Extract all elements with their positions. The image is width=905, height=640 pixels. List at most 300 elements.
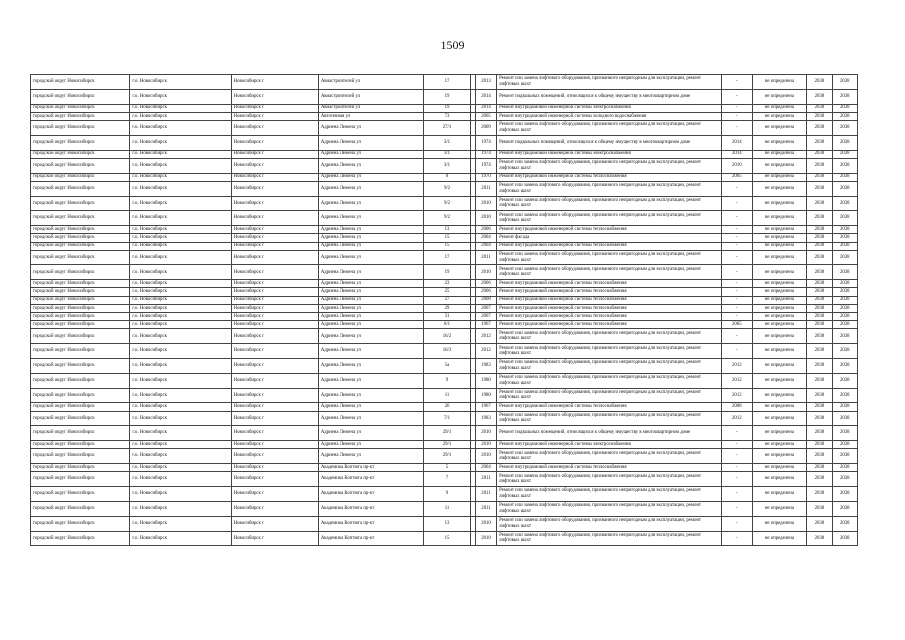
district-cell: г.о. Новосибирск	[130, 226, 231, 234]
street-cell: Адриена Лежена ул	[318, 329, 423, 344]
year-built-cell: 2004	[475, 234, 496, 242]
city-cell: Новосибирск г	[231, 211, 318, 226]
municipality-cell: городской округ Новосибирск	[31, 321, 130, 329]
district-cell: г.о. Новосибирск	[130, 280, 231, 288]
last-repair-year-cell: -	[722, 112, 752, 120]
work-type-cell: Ремонт подвальных помещений, относящихся к общему имуществу в многоквартирном доме	[497, 426, 722, 441]
district-cell: г.о. Новосибирск	[130, 501, 231, 516]
municipality-cell: городской округ Новосибирск	[31, 150, 130, 158]
work-type-cell: Ремонт внутридомовой инженерной системы теплоснабжения	[497, 304, 722, 312]
table-row	[31, 89, 858, 104]
table-row	[31, 173, 858, 181]
plan-end-cell: 2038	[832, 359, 857, 374]
work-type-cell: Ремонт или замена лифтового оборудования, признанного непригодным для эксплуатации, ремонт лифтовых шахт	[497, 388, 722, 403]
municipality-cell: городской округ Новосибирск	[31, 472, 130, 487]
year-built-cell: 2011	[475, 487, 496, 502]
plan-start-cell: 2038	[807, 296, 832, 304]
street-cell: Адриена Лежена ул	[318, 449, 423, 464]
street-cell: Академика Коптюга пр-кт	[318, 501, 423, 516]
last-repair-year-cell: 2008	[722, 403, 752, 411]
plan-end-cell: 2038	[832, 181, 857, 196]
street-cell: Авиастроителей ул	[318, 75, 423, 90]
district-cell: г.о. Новосибирск	[130, 313, 231, 321]
municipality-cell: городской округ Новосибирск	[31, 75, 130, 90]
street-cell: Адриена Лежена ул	[318, 158, 423, 173]
work-type-cell: Ремонт или замена лифтового оборудования, признанного непригодным для эксплуатации, ремонт лифтовых шахт	[497, 411, 722, 426]
table-row	[31, 104, 858, 112]
district-cell: г.о. Новосибирск	[130, 158, 231, 173]
street-cell: Адриена Лежена ул	[318, 288, 423, 296]
city-cell: Новосибирск г	[231, 426, 318, 441]
plan-start-cell: 2038	[807, 181, 832, 196]
municipality-cell: городской округ Новосибирск	[31, 441, 130, 449]
plan-start-cell: 2038	[807, 226, 832, 234]
street-cell: Академика Коптюга пр-кт	[318, 516, 423, 531]
street-cell: Адриена Лежена ул	[318, 441, 423, 449]
house-number-cell: 3/1	[424, 150, 471, 158]
cost-cell: не определена	[752, 234, 807, 242]
last-repair-year-cell: 2012	[722, 359, 752, 374]
street-cell: Адриена Лежена ул	[318, 313, 423, 321]
table-row	[31, 280, 858, 288]
city-cell: Новосибирск г	[231, 531, 318, 546]
work-type-cell: Ремонт внутридомовой инженерной системы теплоснабжения	[497, 288, 722, 296]
city-cell: Новосибирск г	[231, 280, 318, 288]
plan-end-cell: 2038	[832, 403, 857, 411]
municipality-cell: городской округ Новосибирск	[31, 329, 130, 344]
city-cell: Новосибирск г	[231, 234, 318, 242]
street-cell: Адриена Лежена ул	[318, 226, 423, 234]
street-cell: Адриена Лежена ул	[318, 296, 423, 304]
cost-cell: не определена	[752, 89, 807, 104]
plan-start-cell: 2038	[807, 158, 832, 173]
municipality-cell: городской округ Новосибирск	[31, 158, 130, 173]
last-repair-year-cell: -	[722, 313, 752, 321]
year-built-cell: 2010	[475, 516, 496, 531]
last-repair-year-cell: -	[722, 265, 752, 280]
plan-end-cell: 2038	[832, 531, 857, 546]
district-cell: г.о. Новосибирск	[130, 288, 231, 296]
work-type-cell: Ремонт или замена лифтового оборудования, признанного непригодным для эксплуатации, ремонт лифтовых шахт	[497, 531, 722, 546]
house-number-cell: 29/1	[424, 426, 471, 441]
city-cell: Новосибирск г	[231, 288, 318, 296]
year-built-cell: 2009	[475, 120, 496, 135]
table-row	[31, 388, 858, 403]
house-number-cell: 8/1	[424, 321, 471, 329]
table-row	[31, 150, 858, 158]
district-cell: г.о. Новосибирск	[130, 265, 231, 280]
table-row	[31, 234, 858, 242]
plan-start-cell: 2038	[807, 265, 832, 280]
last-repair-year-cell: -	[722, 196, 752, 211]
plan-end-cell: 2038	[832, 89, 857, 104]
plan-start-cell: 2038	[807, 464, 832, 472]
table-row	[31, 441, 858, 449]
cost-cell: не определена	[752, 211, 807, 226]
district-cell: г.о. Новосибирск	[130, 464, 231, 472]
district-cell: г.о. Новосибирск	[130, 242, 231, 250]
district-cell: г.о. Новосибирск	[130, 403, 231, 411]
city-cell: Новосибирск г	[231, 359, 318, 374]
house-number-cell: 15	[424, 234, 471, 242]
table-row	[31, 321, 858, 329]
table-row	[31, 226, 858, 234]
street-cell: Адриена Лежена ул	[318, 411, 423, 426]
last-repair-year-cell: -	[722, 120, 752, 135]
work-type-cell: Ремонт внутридомовой инженерной системы холодного водоснабжения	[497, 112, 722, 120]
cost-cell: не определена	[752, 196, 807, 211]
table-row	[31, 75, 858, 90]
work-type-cell: Ремонт подвальных помещений, относящихся к общему имуществу в многоквартирном доме	[497, 135, 722, 150]
district-cell: г.о. Новосибирск	[130, 321, 231, 329]
plan-start-cell: 2038	[807, 112, 832, 120]
cost-cell: не определена	[752, 373, 807, 388]
plan-start-cell: 2038	[807, 250, 832, 265]
municipality-cell: городской округ Новосибирск	[31, 280, 130, 288]
street-cell: Авиастроителей ул	[318, 104, 423, 112]
last-repair-year-cell: 2014	[722, 150, 752, 158]
cost-cell: не определена	[752, 104, 807, 112]
municipality-cell: городской округ Новосибирск	[31, 403, 130, 411]
last-repair-year-cell: 2012	[722, 411, 752, 426]
municipality-cell: городской округ Новосибирск	[31, 487, 130, 502]
district-cell: г.о. Новосибирск	[130, 487, 231, 502]
municipality-cell: городской округ Новосибирск	[31, 296, 130, 304]
year-built-cell: 2007	[475, 304, 496, 312]
street-cell: Адриена Лежена ул	[318, 135, 423, 150]
work-type-cell: Ремонт или замена лифтового оборудования, признанного непригодным для эксплуатации, ремонт лифтовых шахт	[497, 250, 722, 265]
street-cell: Адриена Лежена ул	[318, 388, 423, 403]
plan-start-cell: 2038	[807, 373, 832, 388]
cost-cell: не определена	[752, 501, 807, 516]
plan-start-cell: 2038	[807, 501, 832, 516]
district-cell: г.о. Новосибирск	[130, 250, 231, 265]
plan-end-cell: 2038	[832, 158, 857, 173]
street-cell: Академика Коптюга пр-кт	[318, 472, 423, 487]
plan-end-cell: 2038	[832, 226, 857, 234]
plan-start-cell: 2038	[807, 150, 832, 158]
municipality-cell: городской округ Новосибирск	[31, 104, 130, 112]
plan-end-cell: 2038	[832, 150, 857, 158]
year-built-cell: 1967	[475, 403, 496, 411]
city-cell: Новосибирск г	[231, 226, 318, 234]
plan-end-cell: 2038	[832, 250, 857, 265]
cost-cell: не определена	[752, 173, 807, 181]
plan-end-cell: 2038	[832, 296, 857, 304]
last-repair-year-cell: -	[722, 344, 752, 359]
last-repair-year-cell: -	[722, 288, 752, 296]
city-cell: Новосибирск г	[231, 150, 318, 158]
cost-cell: не определена	[752, 313, 807, 321]
street-cell: Адриена Лежена ул	[318, 403, 423, 411]
cost-cell: не определена	[752, 120, 807, 135]
plan-end-cell: 2038	[832, 120, 857, 135]
municipality-cell: городской округ Новосибирск	[31, 464, 130, 472]
year-built-cell: 1980	[475, 373, 496, 388]
table-row	[31, 158, 858, 173]
plan-start-cell: 2038	[807, 313, 832, 321]
last-repair-year-cell: -	[722, 104, 752, 112]
last-repair-year-cell: -	[722, 449, 752, 464]
district-cell: г.о. Новосибирск	[130, 211, 231, 226]
work-type-cell: Ремонт фасада	[497, 234, 722, 242]
city-cell: Новосибирск г	[231, 373, 318, 388]
year-built-cell: 2010	[475, 449, 496, 464]
municipality-cell: городской округ Новосибирск	[31, 426, 130, 441]
municipality-cell: городской округ Новосибирск	[31, 112, 130, 120]
city-cell: Новосибирск г	[231, 296, 318, 304]
cost-cell: не определена	[752, 250, 807, 265]
cost-cell: не определена	[752, 75, 807, 90]
last-repair-year-cell: 2005	[722, 321, 752, 329]
street-cell: Адриена Лежена ул	[318, 265, 423, 280]
year-built-cell: 2014	[475, 104, 496, 112]
city-cell: Новосибирск г	[231, 265, 318, 280]
district-cell: г.о. Новосибирск	[130, 516, 231, 531]
table-row	[31, 472, 858, 487]
plan-start-cell: 2038	[807, 89, 832, 104]
city-cell: Новосибирск г	[231, 313, 318, 321]
plan-end-cell: 2038	[832, 501, 857, 516]
house-number-cell: 17	[424, 250, 471, 265]
municipality-cell: городской округ Новосибирск	[31, 211, 130, 226]
street-cell: Адриена Лежена ул	[318, 234, 423, 242]
municipality-cell: городской округ Новосибирск	[31, 531, 130, 546]
plan-end-cell: 2038	[832, 464, 857, 472]
municipality-cell: городской округ Новосибирск	[31, 234, 130, 242]
plan-end-cell: 2038	[832, 288, 857, 296]
last-repair-year-cell: -	[722, 501, 752, 516]
municipality-cell: городской округ Новосибирск	[31, 226, 130, 234]
street-cell: Адриена Лежена ул	[318, 196, 423, 211]
street-cell: Адриена Лежена ул	[318, 181, 423, 196]
year-built-cell: 1974	[475, 135, 496, 150]
plan-start-cell: 2038	[807, 403, 832, 411]
cost-cell: не определена	[752, 441, 807, 449]
house-number-cell: 27/1	[424, 120, 471, 135]
work-type-cell: Ремонт или замена лифтового оборудования, признанного непригодным для эксплуатации, ремонт лифтовых шахт	[497, 344, 722, 359]
district-cell: г.о. Новосибирск	[130, 359, 231, 374]
municipality-cell: городской округ Новосибирск	[31, 288, 130, 296]
district-cell: г.о. Новосибирск	[130, 181, 231, 196]
plan-end-cell: 2038	[832, 112, 857, 120]
plan-start-cell: 2038	[807, 211, 832, 226]
plan-start-cell: 2038	[807, 135, 832, 150]
plan-end-cell: 2038	[832, 135, 857, 150]
cost-cell: не определена	[752, 464, 807, 472]
district-cell: г.о. Новосибирск	[130, 112, 231, 120]
last-repair-year-cell: -	[722, 531, 752, 546]
street-cell: Адриена Лежена ул	[318, 426, 423, 441]
house-number-cell: 9/2	[424, 211, 471, 226]
cost-cell: не определена	[752, 296, 807, 304]
plan-start-cell: 2038	[807, 120, 832, 135]
district-cell: г.о. Новосибирск	[130, 173, 231, 181]
street-cell: Адриена Лежена ул	[318, 242, 423, 250]
district-cell: г.о. Новосибирск	[130, 304, 231, 312]
cost-cell: не определена	[752, 531, 807, 546]
plan-end-cell: 2038	[832, 516, 857, 531]
house-number-cell: 23	[424, 280, 471, 288]
year-built-cell: 2010	[475, 196, 496, 211]
municipality-cell: городской округ Новосибирск	[31, 250, 130, 265]
work-type-cell: Ремонт или замена лифтового оборудования, признанного непригодным для эксплуатации, ремонт лифтовых шахт	[497, 373, 722, 388]
year-built-cell: 2008	[475, 296, 496, 304]
cost-cell: не определена	[752, 516, 807, 531]
year-built-cell: 2011	[475, 472, 496, 487]
plan-start-cell: 2038	[807, 449, 832, 464]
district-cell: г.о. Новосибирск	[130, 411, 231, 426]
work-type-cell: Ремонт внутридомовой инженерной системы теплоснабжения	[497, 226, 722, 234]
plan-start-cell: 2038	[807, 104, 832, 112]
work-type-cell: Ремонт или замена лифтового оборудования, признанного непригодным для эксплуатации, ремонт лифтовых шахт	[497, 449, 722, 464]
district-cell: г.о. Новосибирск	[130, 89, 231, 104]
cost-cell: не определена	[752, 288, 807, 296]
table-row	[31, 181, 858, 196]
district-cell: г.о. Новосибирск	[130, 388, 231, 403]
last-repair-year-cell: -	[722, 280, 752, 288]
table-row	[31, 304, 858, 312]
street-cell: Академика Коптюга пр-кт	[318, 464, 423, 472]
table-body	[31, 75, 858, 546]
cost-cell: не определена	[752, 242, 807, 250]
work-type-cell: Ремонт или замена лифтового оборудования, признанного непригодным для эксплуатации, ремонт лифтовых шахт	[497, 516, 722, 531]
table-row	[31, 250, 858, 265]
plan-end-cell: 2038	[832, 321, 857, 329]
house-number-cell: 9	[424, 487, 471, 502]
work-type-cell: Ремонт или замена лифтового оборудования, признанного непригодным для эксплуатации, ремонт лифтовых шахт	[497, 211, 722, 226]
municipality-cell: городской округ Новосибирск	[31, 359, 130, 374]
plan-start-cell: 2038	[807, 411, 832, 426]
district-cell: г.о. Новосибирск	[130, 344, 231, 359]
plan-start-cell: 2038	[807, 304, 832, 312]
cost-cell: не определена	[752, 329, 807, 344]
year-built-cell: 2006	[475, 226, 496, 234]
year-built-cell: 2007	[475, 313, 496, 321]
city-cell: Новосибирск г	[231, 388, 318, 403]
plan-start-cell: 2038	[807, 288, 832, 296]
cost-cell: не определена	[752, 344, 807, 359]
last-repair-year-cell: -	[722, 487, 752, 502]
municipality-cell: городской округ Новосибирск	[31, 89, 130, 104]
plan-end-cell: 2038	[832, 196, 857, 211]
work-type-cell: Ремонт или замена лифтового оборудования, признанного непригодным для эксплуатации, ремонт лифтовых шахт	[497, 359, 722, 374]
last-repair-year-cell: -	[722, 250, 752, 265]
work-type-cell: Ремонт внутридомовой инженерной системы теплоснабжения	[497, 280, 722, 288]
year-built-cell: 2006	[475, 280, 496, 288]
table-row	[31, 411, 858, 426]
cost-cell: не определена	[752, 388, 807, 403]
district-cell: г.о. Новосибирск	[130, 75, 231, 90]
street-cell: Адриена Лежена ул	[318, 304, 423, 312]
cost-cell: не определена	[752, 226, 807, 234]
district-cell: г.о. Новосибирск	[130, 329, 231, 344]
last-repair-year-cell: -	[722, 211, 752, 226]
plan-start-cell: 2038	[807, 441, 832, 449]
plan-start-cell: 2038	[807, 359, 832, 374]
city-cell: Новосибирск г	[231, 472, 318, 487]
city-cell: Новосибирск г	[231, 250, 318, 265]
house-number-cell: 19	[424, 89, 471, 104]
year-built-cell: 2004	[475, 464, 496, 472]
plan-end-cell: 2038	[832, 449, 857, 464]
year-built-cell: 2004	[475, 242, 496, 250]
cost-cell: не определена	[752, 321, 807, 329]
municipality-cell: городской округ Новосибирск	[31, 304, 130, 312]
last-repair-year-cell: -	[722, 464, 752, 472]
plan-start-cell: 2038	[807, 388, 832, 403]
municipality-cell: городской округ Новосибирск	[31, 313, 130, 321]
house-number-cell: 25	[424, 288, 471, 296]
plan-start-cell: 2038	[807, 280, 832, 288]
work-type-cell: Ремонт или замена лифтового оборудования, признанного непригодным для эксплуатации, ремонт лифтовых шахт	[497, 120, 722, 135]
plan-end-cell: 2038	[832, 472, 857, 487]
street-cell: Адриена Лежена ул	[318, 280, 423, 288]
last-repair-year-cell: -	[722, 441, 752, 449]
plan-start-cell: 2038	[807, 321, 832, 329]
work-type-cell: Ремонт внутридомовой инженерной системы теплоснабжения	[497, 321, 722, 329]
table-row	[31, 449, 858, 464]
house-number-cell: 16/3	[424, 344, 471, 359]
house-number-cell: 16/2	[424, 329, 471, 344]
last-repair-year-cell: -	[722, 181, 752, 196]
street-cell: Адриена Лежена ул	[318, 359, 423, 374]
last-repair-year-cell: 2014	[722, 135, 752, 150]
work-type-cell: Ремонт внутридомовой инженерной системы теплоснабжения	[497, 403, 722, 411]
work-type-cell: Ремонт или замена лифтового оборудования, признанного непригодным для эксплуатации, ремонт лифтовых шахт	[497, 181, 722, 196]
cost-cell: не определена	[752, 265, 807, 280]
house-number-cell: 5а	[424, 359, 471, 374]
last-repair-year-cell: 2012	[722, 373, 752, 388]
year-built-cell: 1980	[475, 388, 496, 403]
city-cell: Новосибирск г	[231, 344, 318, 359]
work-type-cell: Ремонт внутридомовой инженерной системы электроснабжения	[497, 104, 722, 112]
year-built-cell: 2011	[475, 250, 496, 265]
house-number-cell: 19	[424, 265, 471, 280]
cost-cell: не определена	[752, 359, 807, 374]
page-number: 1509	[440, 38, 465, 52]
plan-end-cell: 2038	[832, 388, 857, 403]
cost-cell: не определена	[752, 449, 807, 464]
year-built-cell: 1983	[475, 411, 496, 426]
street-cell: Академика Коптюга пр-кт	[318, 531, 423, 546]
street-cell: Адриена Лежена ул	[318, 250, 423, 265]
cost-cell: не определена	[752, 112, 807, 120]
repair-schedule-table	[30, 74, 858, 546]
city-cell: Новосибирск г	[231, 304, 318, 312]
work-type-cell: Ремонт или замена лифтового оборудования, признанного непригодным для эксплуатации, ремонт лифтовых шахт	[497, 329, 722, 344]
house-number-cell: 9/2	[424, 196, 471, 211]
year-built-cell: 2006	[475, 288, 496, 296]
house-number-cell: 15	[424, 531, 471, 546]
house-number-cell: 29/1	[424, 449, 471, 464]
city-cell: Новосибирск г	[231, 329, 318, 344]
work-type-cell: Ремонт внутридомовой инженерной системы теплоснабжения	[497, 242, 722, 250]
house-number-cell: 73	[424, 112, 471, 120]
city-cell: Новосибирск г	[231, 411, 318, 426]
last-repair-year-cell: -	[722, 75, 752, 90]
house-number-cell: 7/1	[424, 411, 471, 426]
street-cell: Автогенная ул	[318, 112, 423, 120]
last-repair-year-cell: -	[722, 234, 752, 242]
house-number-cell: 7	[424, 472, 471, 487]
last-repair-year-cell: 2005	[722, 173, 752, 181]
municipality-cell: городской округ Новосибирск	[31, 344, 130, 359]
house-number-cell: 3/1	[424, 135, 471, 150]
year-built-cell: 2012	[475, 329, 496, 344]
municipality-cell: городской округ Новосибирск	[31, 449, 130, 464]
municipality-cell: городской округ Новосибирск	[31, 411, 130, 426]
